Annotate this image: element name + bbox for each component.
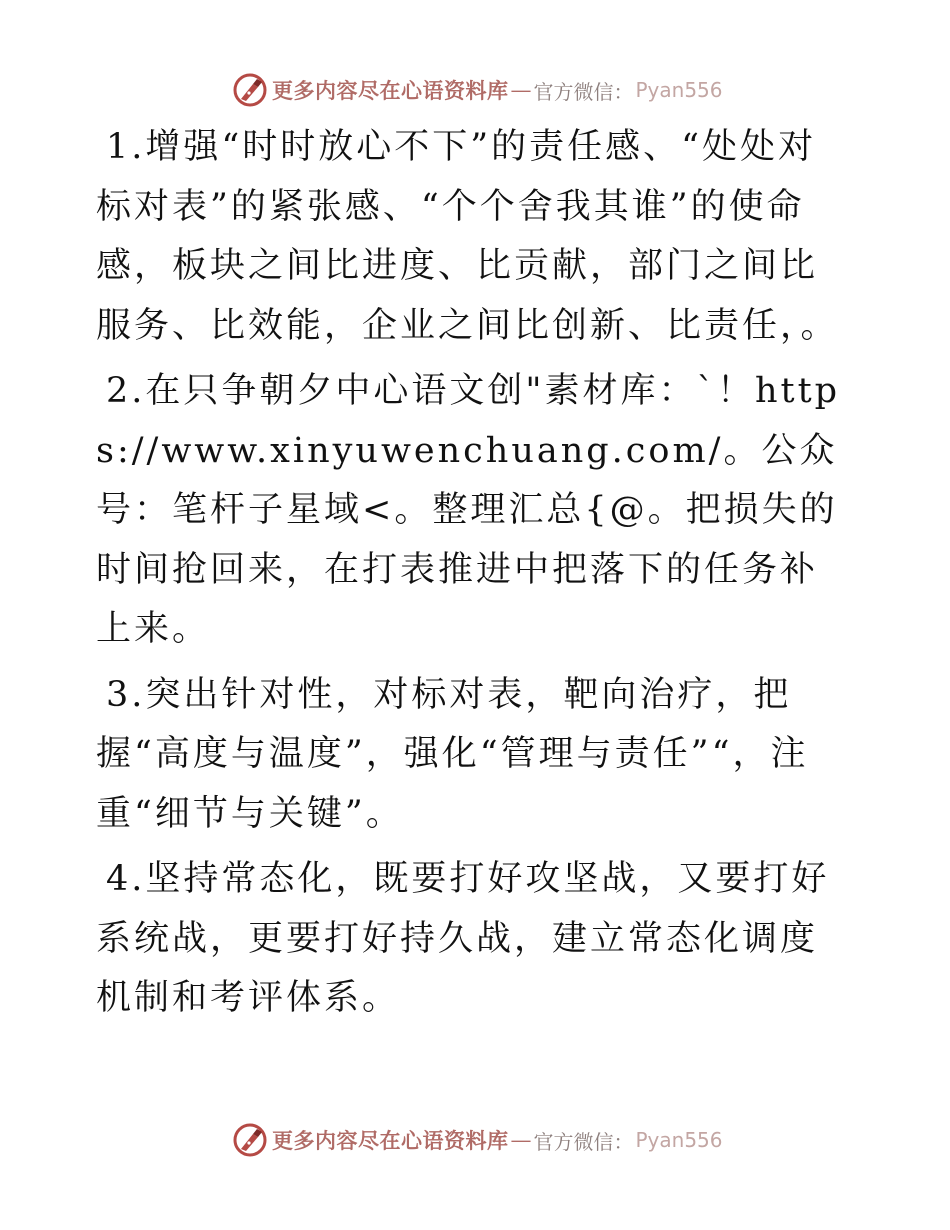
paragraph-4: 4.坚持常态化，既要打好攻坚战，又要打好系统战，更要打好持久战，建立常态化调度机制和考评体系。 <box>96 859 830 1018</box>
document-body <box>96 118 854 1035</box>
wechat-id: Pyan556 <box>635 1128 723 1152</box>
paragraph-3: 3.突出针对性，对标对表，靶向治疗，把握“高度与温度”，强化“管理与责任”“，注重“细节与关键”。 <box>96 674 809 834</box>
pen-nib-circle-icon <box>232 1122 268 1158</box>
brand-dash: — <box>510 78 532 102</box>
paragraph-2: 2.在只争朝夕中心语文创"素材库：`！https://www.xinyuwenchuang.com/。公众号：笔杆子星域<。整理汇总{@。把损失的时间抢回来，在打表推进中把落下的任务补上来。 <box>96 371 841 649</box>
paragraph-1: 1.增强“时时放心不下”的责任感、“处处对标对表”的紧张感、“个个舍我其谁”的使命感，板块之间比进度、比贡献，部门之间比服务、比效能，企业之间比创新、比责任，。 <box>96 127 839 346</box>
brand-dash: — <box>510 1128 532 1152</box>
pen-nib-circle-icon <box>232 72 268 108</box>
brand-name: 更多内容尽在心语资料库 <box>272 1128 509 1153</box>
wechat-id: Pyan556 <box>635 78 723 102</box>
brand-name: 更多内容尽在心语资料库 <box>272 78 509 103</box>
header-watermark <box>232 70 723 110</box>
wechat-label: 官方微信： <box>533 1129 634 1154</box>
footer-watermark <box>232 1120 723 1160</box>
wechat-label: 官方微信： <box>533 79 634 104</box>
